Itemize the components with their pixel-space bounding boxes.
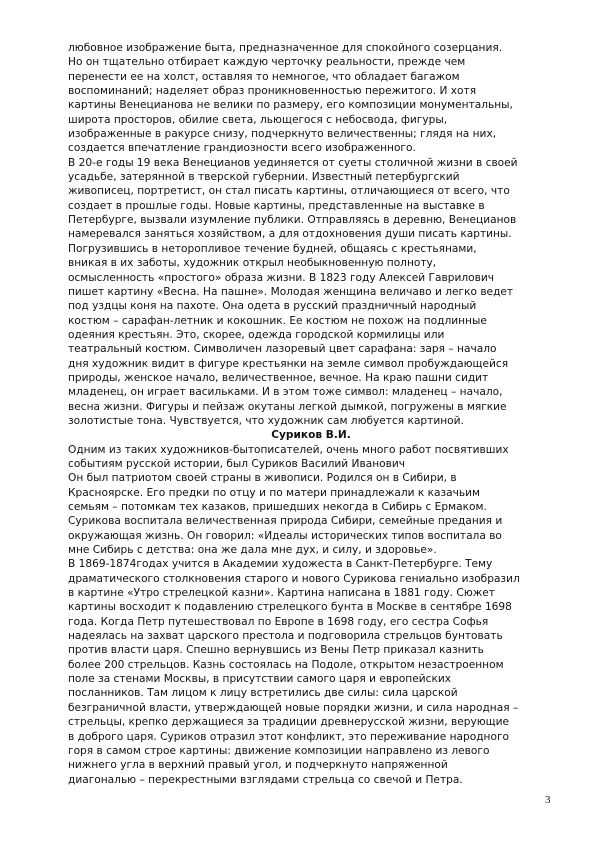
- text-line: осмысленность «простого» образа жизни. В 1823 году Алексей Гаврилович: [68, 271, 494, 284]
- text-line: широта просторов, обилие света, льющегося с небосвода, фигуры,: [68, 113, 448, 126]
- text-line: картины восходит к подавлению стрелецкого бунта в Москве в сентябре 1698: [68, 601, 512, 614]
- text-line: под уздцы коня на пахоте. Она одета в русский праздничный народный: [68, 300, 477, 313]
- text-line: золотистые тона. Чувствуется, что художник сам любуется картиной.: [68, 414, 464, 427]
- text-line: любовное изображение быта, предназначенное для спокойного созерцания.: [68, 42, 503, 54]
- text-line: весна жизни. Фигуры и пейзаж окутаны легкой дымкой, погружены в мягкие: [68, 400, 507, 413]
- text-line: мне Сибирь с детства: она же дала мне дух, и силу, и здоровье».: [68, 544, 437, 557]
- text-line: природы, женское начало, величественное, вечное. На краю пашни сидит: [68, 371, 489, 384]
- text-line: надеялась на захват царского престола и подговорила стрельцов бунтовать: [68, 630, 503, 643]
- text-line: перенести ее на холст, оставляя то немногое, что обладает багажом: [68, 70, 460, 83]
- text-line: создает в прошлые годы. Новые картины, представленные на выставке в: [68, 199, 485, 212]
- text-line: Петербурге, вызвали изумление публики. Отправляясь в деревню, Венецианов: [68, 214, 517, 227]
- text-line: против власти царя. Спешно вернувшись из Вены Петр приказал казнить: [68, 644, 484, 657]
- text-line: стрельцы, крепко держащиеся за традиции древнерусской жизни, верующие: [68, 716, 510, 729]
- text-line: вникая в их заботы, художник открыл необыкновенную полноту,: [68, 257, 437, 270]
- text-line: картины Венецианова не велики по размеру, его композиции монументальны,: [68, 99, 513, 112]
- text-line: изображенные в ракурсе снизу, подчеркнуто величественны; глядя на них,: [68, 128, 497, 141]
- text-line: создается впечатление грандиозности всего изображенного.: [68, 142, 416, 155]
- text-line: младенец, он играет васильками. И в этом тоже символ: младенец – начало,: [68, 386, 503, 399]
- text-line: драматического столкновения старого и нового Сурикова гениально изобразил: [68, 572, 520, 585]
- body-text: [68, 41, 554, 787]
- text-line: посланников. Там лицом к лицу встретились две силы: сила царской: [68, 687, 458, 700]
- text-line: живописец, портретист, он стал писать картины, отличающиеся от всего, что: [68, 185, 510, 198]
- text-line: в картине «Утро стрелецкой казни». Картина написана в 1881 году. Сюжет: [68, 587, 495, 600]
- text-line: Погрузившись в неторопливое течение будней, общаясь с крестьянами,: [68, 242, 477, 255]
- text-line: дня художник видит в фигуре крестьянки на земле символ пробуждающейся: [68, 357, 509, 370]
- text-line: поле за стенами Москвы, в присутствии самого царя и европейских: [68, 673, 452, 686]
- text-line: года. Когда Петр путешествовал по Европе в 1698 году, его сестра Софья: [68, 615, 489, 628]
- text-line: пишет картину «Весна. На пашне». Молодая женщина величаво и легко ведет: [68, 285, 514, 298]
- text-line: диагональю – перекрестными взглядами стрельца со свечой и Петра.: [68, 773, 463, 786]
- text-line: намеревался заняться хозяйством, а для отдохновения души писать картины.: [68, 228, 512, 241]
- text-line: одеяния крестьян. Это, скорее, одежда городской кормилицы или: [68, 328, 445, 341]
- text-line: безграничной власти, утверждающей новые порядки жизни, и сила народная –: [68, 701, 519, 714]
- text-line: усадьбе, затерянной в тверской губернии. Известный петербургский: [68, 171, 460, 184]
- page-number: 3: [545, 794, 551, 806]
- text-line: событиям русской истории, был Суриков Василий Иванович: [68, 457, 405, 470]
- text-line: театральный костюм. Символичен лазоревый цвет сарафана: заря – начало: [68, 343, 497, 356]
- text-line: семьям – потомкам тех казаков, пришедших некогда в Сибирь с Ермаком.: [68, 501, 487, 513]
- text-line: Сурикова воспитала величественная природа Сибири, семейные предания и: [68, 515, 503, 528]
- section-title: Суриков В.И.: [271, 429, 351, 442]
- text-line: Красноярске. Его предки по отцу и по матери принадлежали к казачьим: [68, 486, 481, 499]
- text-line: более 200 стрельцов. Казнь состоялась на Подоле, открытом незастроенном: [68, 658, 504, 671]
- text-line: Одним из таких художников-бытописателей, очень много работ посвятивших: [68, 443, 509, 456]
- text-line: горя в самом строе картины: движение композиции направлено из левого: [68, 744, 490, 757]
- text-line: окружающая жизнь. Он говорил: «Идеалы исторических типов воспитала во: [68, 529, 502, 542]
- text-line: Он был патриотом своей страны в живописи. Родился он в Сибири, в: [68, 472, 457, 485]
- text-line: воспоминаний; наделяет образ проникновенностью пережитого. И хотя: [68, 85, 477, 98]
- text-line: костюм – сарафан-летник и кокошник. Ее костюм не похож на подлинные: [68, 314, 487, 327]
- text-line: нижнего угла в верхний правый угол, и подчеркнуто напряженной: [68, 759, 448, 772]
- text-line: В 1869-1874годах учится в Академии художеста в Санкт-Петербурге. Тему: [68, 558, 493, 571]
- text-line: в доброго царя. Суриков отразил этот конфликт, это переживание народного: [68, 730, 510, 743]
- text-line: Но он тщательно отбирает каждую черточку реальности, прежде чем: [68, 56, 466, 69]
- text-line: В 20-е годы 19 века Венецианов уединяется от суеты столичной жизни в своей: [68, 156, 518, 169]
